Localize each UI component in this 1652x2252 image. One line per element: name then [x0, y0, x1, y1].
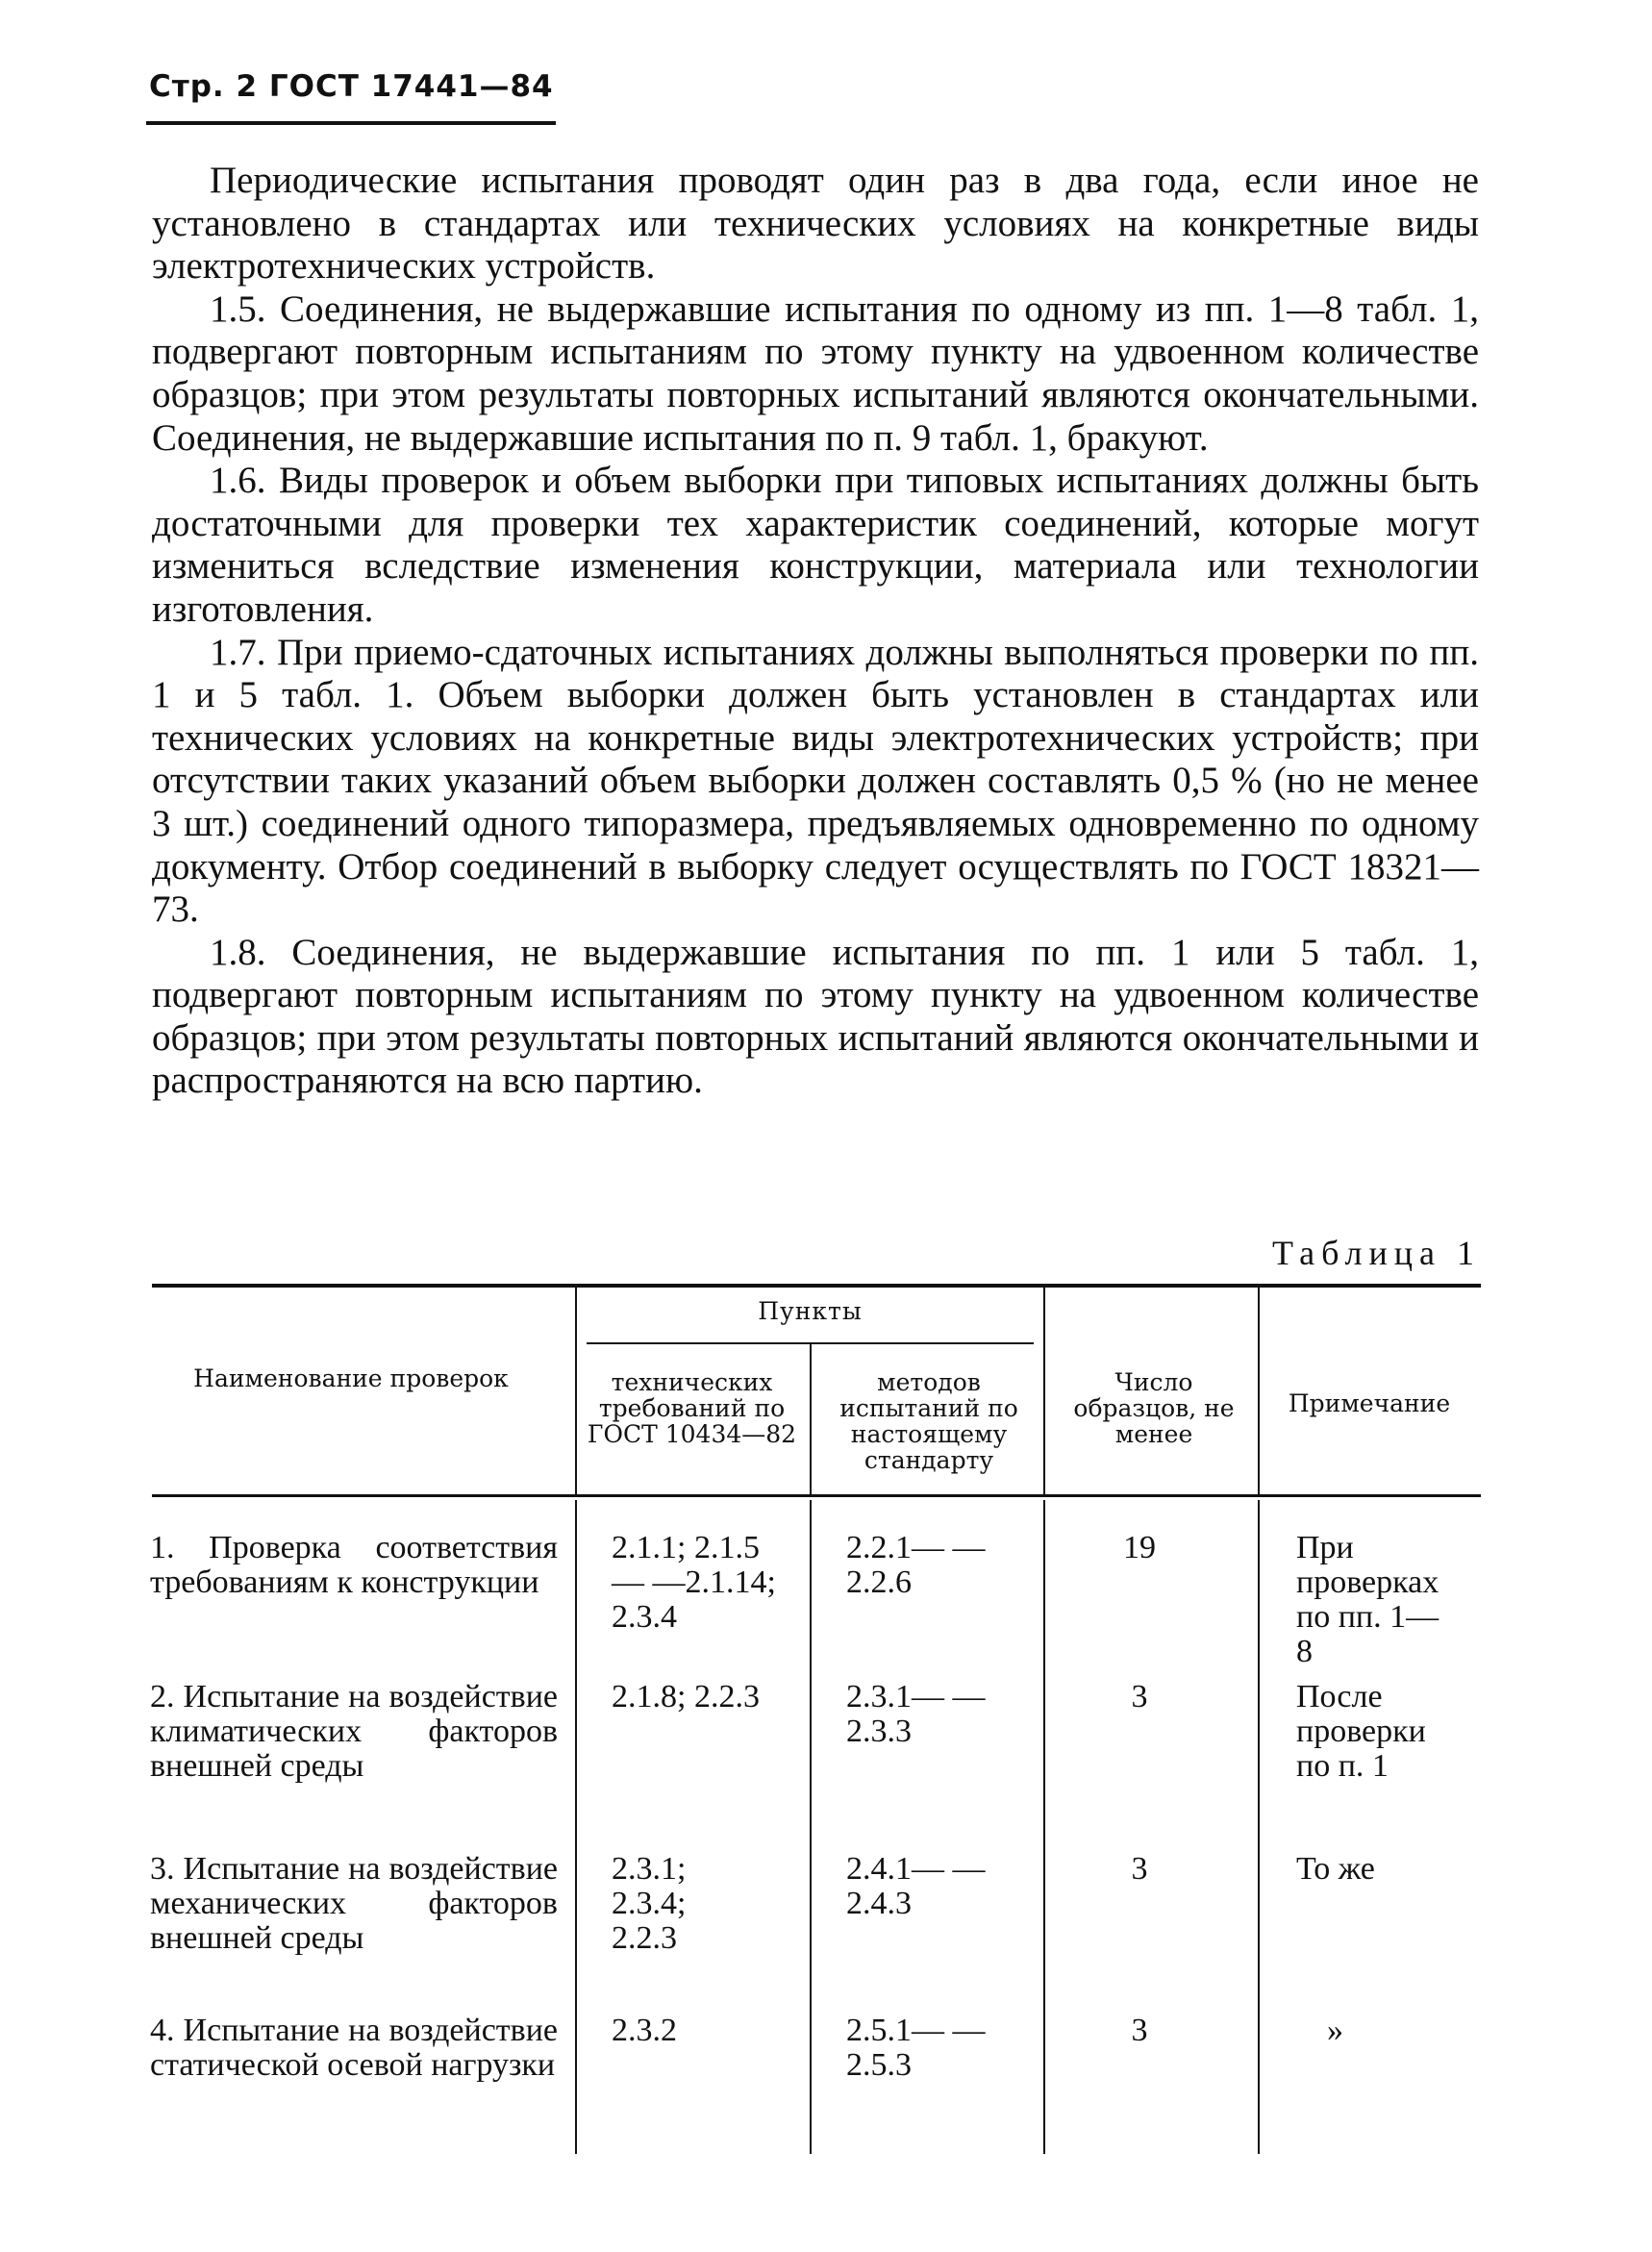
table-caption: Таблица 1: [1272, 1234, 1481, 1272]
table-header-rule: [152, 1494, 1481, 1497]
table-cell-tech: 2.1.1; 2.1.5— —2.1.14; 2.3.4: [612, 1530, 776, 1635]
body-text: [152, 160, 1479, 1103]
table-cell-count: 3: [1131, 1851, 1148, 1887]
table-cell-tech: 2.3.2: [612, 2013, 677, 2048]
table-column-divider: [810, 1500, 812, 2154]
table-cell-name: 1. Проверка соответствия требованиям к конструкции: [150, 1530, 558, 1600]
table-subheader-rule: [587, 1342, 1034, 1344]
table-header-methods: методов испытаний по настоящему стандарту: [839, 1368, 1018, 1474]
table-column-divider: [1258, 1288, 1260, 1494]
table-column-divider: [575, 1288, 577, 1494]
table-column-divider: [575, 1500, 577, 2154]
table-cell-methods: 2.4.1— —2.4.3: [846, 1851, 986, 1921]
header-rule: [146, 121, 556, 125]
table-header-name: Наименование проверок: [193, 1364, 509, 1392]
table-cell-count: 3: [1131, 1679, 1148, 1714]
table-column-divider: [1258, 1500, 1260, 2154]
paragraph: 1.5. Соединения, не выдержавшие испытания по одному из пп. 1—8 табл. 1, подвергают повторным испытаниям по этому пункту на удвоенном количестве образцов; при этом результаты повторных испытаний являются окончательными. Соединения, не выдержавшие испытания по п. 9 табл. 1, бракуют.: [152, 288, 1479, 459]
paragraph: 1.7. При приемо-сдаточных испытаниях должны выполняться проверки по пп. 1 и 5 табл. 1. Объем выборки должен быть установлен в стандартах или технических условиях на конкретные виды электротехнических устройств; при отсутствии таких указаний объем выборки должен составлять 0,5 % (но не менее 3 шт.) соединений одного типоразмера, предъявляемых одновременно по одному документу. Отбор соединений в выборку следует осуществлять по ГОСТ 18321—73.: [152, 631, 1479, 931]
table-cell-methods: 2.2.1— —2.2.6: [846, 1530, 986, 1600]
table-header-group: Пункты: [758, 1297, 863, 1325]
table-cell-methods: 2.3.1— —2.3.3: [846, 1679, 986, 1749]
table-cell-name: 3. Испытание на воздействие механических факторов внешней среды: [150, 1851, 558, 1956]
table-cell-methods: 2.5.1— —2.5.3: [846, 2013, 986, 2083]
table-cell-note: При проверках по пп. 1—8: [1296, 1530, 1439, 1669]
table-top-rule: [152, 1284, 1481, 1288]
table-cell-note: После проверки по п. 1: [1296, 1679, 1426, 1784]
table-cell-note: »: [1327, 2013, 1343, 2048]
paragraph: Периодические испытания проводят один раз в два года, если иное не установлено в стандартах или технических условиях на конкретные виды электротехнических устройств.: [152, 160, 1479, 288]
table-header-tech: технических требований по ГОСТ 10434—82: [587, 1368, 797, 1448]
table-cell-name: 2. Испытание на воздействие климатических факторов внешней среды: [150, 1679, 558, 1784]
paragraph: 1.6. Виды проверок и объем выборки при типовых испытаниях должны быть достаточными для проверки тех характеристик соединений, которые могут измениться вследствие изменения конструкции, материала или технологии изготовления.: [152, 460, 1479, 630]
table-column-divider: [810, 1344, 812, 1494]
table-cell-note: То же: [1296, 1851, 1375, 1887]
table-cell-tech: 2.1.8; 2.2.3: [612, 1679, 760, 1714]
table-cell-count: 3: [1131, 2013, 1148, 2048]
table-column-divider: [1043, 1500, 1045, 2154]
table-cell-name: 4. Испытание на воздействие статической осевой нагрузки: [150, 2013, 558, 2083]
page-header: Стр. 2 ГОСТ 17441—84: [149, 69, 554, 104]
table-header-note: Примечание: [1288, 1389, 1451, 1417]
paragraph: 1.8. Соединения, не выдержавшие испытания по пп. 1 или 5 табл. 1, подвергают повторным испытаниям по этому пункту на удвоенном количестве образцов; при этом результаты повторных испытаний являются окончательными и распространяются на всю партию.: [152, 931, 1479, 1102]
table-cell-count: 19: [1123, 1530, 1156, 1565]
table-cell-tech: 2.3.1; 2.3.4; 2.2.3: [612, 1851, 687, 1956]
table-column-divider: [1043, 1288, 1045, 1494]
table-header-count: Число образцов, не менее: [1073, 1368, 1235, 1448]
